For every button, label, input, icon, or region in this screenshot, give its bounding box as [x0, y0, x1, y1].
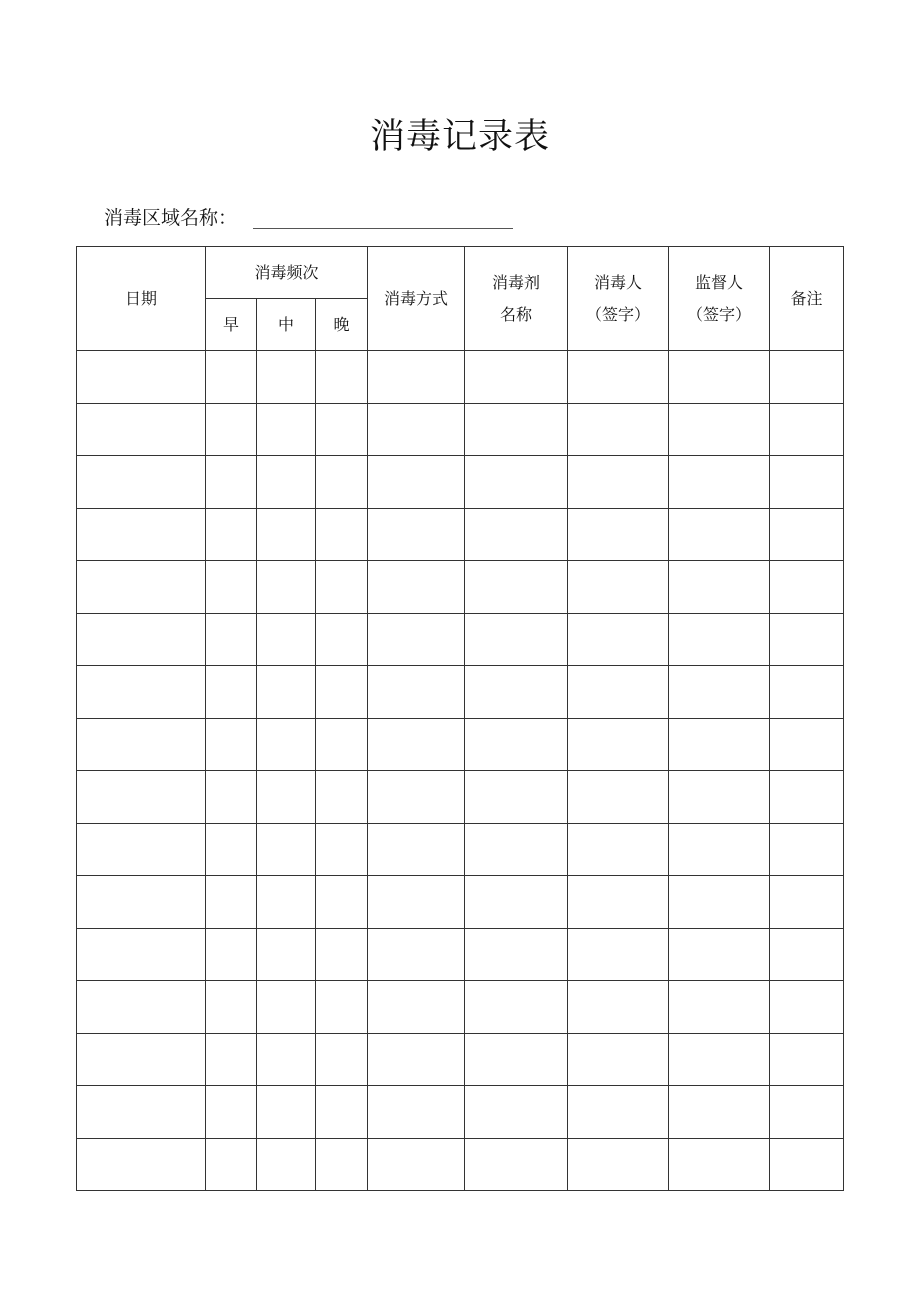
noon-cell[interactable] [257, 771, 316, 824]
method-cell[interactable] [368, 666, 465, 719]
remarks-cell[interactable] [770, 1033, 844, 1086]
date-cell[interactable] [77, 456, 206, 509]
disinfector-signature-cell[interactable] [568, 403, 669, 456]
evening-cell[interactable] [316, 508, 368, 561]
evening-cell[interactable] [316, 613, 368, 666]
table-row [77, 351, 844, 404]
date-cell[interactable] [77, 981, 206, 1034]
noon-cell[interactable] [257, 666, 316, 719]
area-name-row [104, 200, 513, 232]
disinfector-signature-cell[interactable] [568, 823, 669, 876]
method-cell[interactable] [368, 403, 465, 456]
date-header: 日期 [77, 247, 206, 351]
remarks-header: 备注 [770, 247, 844, 351]
table-row [77, 508, 844, 561]
frequency-morning-header: 早 [206, 299, 257, 351]
agent-name-cell[interactable] [465, 771, 568, 824]
noon-cell[interactable] [257, 456, 316, 509]
method-cell[interactable] [368, 1138, 465, 1191]
method-cell[interactable] [368, 561, 465, 614]
frequency-header: 消毒频次 [206, 247, 368, 299]
supervisor-header-line2: （签字） [686, 304, 751, 324]
area-name-field[interactable] [253, 204, 513, 229]
date-cell[interactable] [77, 613, 206, 666]
morning-cell[interactable] [206, 351, 257, 404]
method-cell[interactable] [368, 456, 465, 509]
date-cell[interactable] [77, 1086, 206, 1139]
disinfector-header-line1: 消毒人 [593, 272, 642, 292]
disinfector-signature-cell[interactable] [568, 876, 669, 929]
noon-cell[interactable] [257, 928, 316, 981]
remarks-cell[interactable] [770, 876, 844, 929]
evening-cell[interactable] [316, 771, 368, 824]
noon-cell[interactable] [257, 718, 316, 771]
method-cell[interactable] [368, 613, 465, 666]
evening-cell[interactable] [316, 718, 368, 771]
supervisor-signature-cell[interactable] [669, 1086, 770, 1139]
table-row [77, 718, 844, 771]
morning-cell[interactable] [206, 876, 257, 929]
method-cell[interactable] [368, 981, 465, 1034]
disinfection-record-table [76, 246, 844, 1191]
morning-cell[interactable] [206, 771, 257, 824]
evening-cell[interactable] [316, 456, 368, 509]
evening-cell[interactable] [316, 823, 368, 876]
table-row [77, 1033, 844, 1086]
agent-header-line1: 消毒剂 [491, 272, 540, 292]
agent-name-cell[interactable] [465, 718, 568, 771]
supervisor-signature-cell[interactable] [669, 351, 770, 404]
agent-name-cell[interactable] [465, 1138, 568, 1191]
disinfector-signature-cell[interactable] [568, 1138, 669, 1191]
noon-cell[interactable] [257, 876, 316, 929]
table-row [77, 1086, 844, 1139]
date-cell[interactable] [77, 351, 206, 404]
method-cell[interactable] [368, 351, 465, 404]
method-cell[interactable] [368, 718, 465, 771]
supervisor-header-line1: 监督人 [694, 272, 743, 292]
morning-cell[interactable] [206, 981, 257, 1034]
morning-cell[interactable] [206, 928, 257, 981]
supervisor-signature-cell[interactable] [669, 928, 770, 981]
morning-cell[interactable] [206, 613, 257, 666]
supervisor-signature-cell[interactable] [669, 666, 770, 719]
noon-cell[interactable] [257, 1033, 316, 1086]
evening-cell[interactable] [316, 1138, 368, 1191]
agent-name-cell[interactable] [465, 981, 568, 1034]
page-title: 消毒记录表 [369, 117, 550, 157]
supervisor-signature-cell[interactable] [669, 561, 770, 614]
method-cell[interactable] [368, 771, 465, 824]
disinfector-header [568, 247, 669, 351]
date-cell[interactable] [77, 666, 206, 719]
table-row [77, 876, 844, 929]
disinfector-signature-cell[interactable] [568, 613, 669, 666]
agent-name-cell[interactable] [465, 561, 568, 614]
disinfector-signature-cell[interactable] [568, 771, 669, 824]
agent-name-cell[interactable] [465, 1086, 568, 1139]
supervisor-signature-cell[interactable] [669, 1033, 770, 1086]
morning-cell[interactable] [206, 561, 257, 614]
agent-name-cell[interactable] [465, 403, 568, 456]
method-cell[interactable] [368, 1033, 465, 1086]
supervisor-header [669, 247, 770, 351]
method-cell[interactable] [368, 1086, 465, 1139]
evening-cell[interactable] [316, 876, 368, 929]
morning-cell[interactable] [206, 666, 257, 719]
morning-cell[interactable] [206, 508, 257, 561]
date-cell[interactable] [77, 403, 206, 456]
remarks-cell[interactable] [770, 403, 844, 456]
frequency-evening-header: 晚 [316, 299, 368, 351]
remarks-cell[interactable] [770, 981, 844, 1034]
table-row [77, 403, 844, 456]
morning-cell[interactable] [206, 1086, 257, 1139]
supervisor-signature-cell[interactable] [669, 456, 770, 509]
morning-cell[interactable] [206, 718, 257, 771]
noon-cell[interactable] [257, 1086, 316, 1139]
date-cell[interactable] [77, 823, 206, 876]
noon-cell[interactable] [257, 1138, 316, 1191]
date-cell[interactable] [77, 561, 206, 614]
method-cell[interactable] [368, 823, 465, 876]
supervisor-signature-cell[interactable] [669, 771, 770, 824]
date-cell[interactable] [77, 876, 206, 929]
morning-cell[interactable] [206, 403, 257, 456]
date-cell[interactable] [77, 508, 206, 561]
noon-cell[interactable] [257, 403, 316, 456]
evening-cell[interactable] [316, 561, 368, 614]
supervisor-signature-cell[interactable] [669, 823, 770, 876]
disinfector-signature-cell[interactable] [568, 928, 669, 981]
evening-cell[interactable] [316, 351, 368, 404]
noon-cell[interactable] [257, 613, 316, 666]
supervisor-signature-cell[interactable] [669, 876, 770, 929]
agent-header-line2: 名称 [499, 304, 532, 324]
method-header: 消毒方式 [368, 247, 465, 351]
evening-cell[interactable] [316, 403, 368, 456]
date-cell[interactable] [77, 1033, 206, 1086]
remarks-cell[interactable] [770, 561, 844, 614]
disinfector-signature-cell[interactable] [568, 561, 669, 614]
agent-name-cell[interactable] [465, 456, 568, 509]
table-row [77, 771, 844, 824]
disinfector-signature-cell[interactable] [568, 1033, 669, 1086]
table-row [77, 823, 844, 876]
date-cell[interactable] [77, 718, 206, 771]
remarks-cell[interactable] [770, 508, 844, 561]
noon-cell[interactable] [257, 351, 316, 404]
date-cell[interactable] [77, 928, 206, 981]
disinfector-signature-cell[interactable] [568, 1086, 669, 1139]
evening-cell[interactable] [316, 666, 368, 719]
disinfector-signature-cell[interactable] [568, 718, 669, 771]
morning-cell[interactable] [206, 823, 257, 876]
supervisor-signature-cell[interactable] [669, 613, 770, 666]
table-row [77, 981, 844, 1034]
record-body [77, 351, 844, 1191]
table-row [77, 613, 844, 666]
morning-cell[interactable] [206, 1033, 257, 1086]
table-row [77, 1138, 844, 1191]
agent-name-cell[interactable] [465, 508, 568, 561]
disinfector-signature-cell[interactable] [568, 351, 669, 404]
remarks-cell[interactable] [770, 1086, 844, 1139]
remarks-cell[interactable] [770, 718, 844, 771]
remarks-cell[interactable] [770, 928, 844, 981]
header-row-top [77, 247, 844, 299]
agent-name-cell[interactable] [465, 928, 568, 981]
evening-cell[interactable] [316, 1033, 368, 1086]
agent-name-cell[interactable] [465, 351, 568, 404]
remarks-cell[interactable] [770, 613, 844, 666]
evening-cell[interactable] [316, 1086, 368, 1139]
noon-cell[interactable] [257, 561, 316, 614]
date-cell[interactable] [77, 771, 206, 824]
remarks-cell[interactable] [770, 1138, 844, 1191]
noon-cell[interactable] [257, 981, 316, 1034]
method-cell[interactable] [368, 928, 465, 981]
disinfector-signature-cell[interactable] [568, 981, 669, 1034]
table-row [77, 928, 844, 981]
agent-name-cell[interactable] [465, 1033, 568, 1086]
method-cell[interactable] [368, 508, 465, 561]
remarks-cell[interactable] [770, 823, 844, 876]
noon-cell[interactable] [257, 508, 316, 561]
supervisor-signature-cell[interactable] [669, 508, 770, 561]
date-cell[interactable] [77, 1138, 206, 1191]
disinfector-signature-cell[interactable] [568, 666, 669, 719]
agent-name-cell[interactable] [465, 666, 568, 719]
disinfector-header-line2: （签字） [585, 304, 650, 324]
agent-name-cell[interactable] [465, 823, 568, 876]
supervisor-signature-cell[interactable] [669, 403, 770, 456]
method-cell[interactable] [368, 876, 465, 929]
supervisor-signature-cell[interactable] [669, 718, 770, 771]
remarks-cell[interactable] [770, 771, 844, 824]
evening-cell[interactable] [316, 928, 368, 981]
agent-name-header [465, 247, 568, 351]
remarks-cell[interactable] [770, 456, 844, 509]
area-name-label: 消毒区域名称： [104, 206, 238, 229]
agent-name-cell[interactable] [465, 876, 568, 929]
supervisor-signature-cell[interactable] [669, 1138, 770, 1191]
noon-cell[interactable] [257, 823, 316, 876]
remarks-cell[interactable] [770, 666, 844, 719]
frequency-noon-header: 中 [257, 299, 316, 351]
supervisor-signature-cell[interactable] [669, 981, 770, 1034]
remarks-cell[interactable] [770, 351, 844, 404]
table-row [77, 456, 844, 509]
morning-cell[interactable] [206, 456, 257, 509]
disinfector-signature-cell[interactable] [568, 456, 669, 509]
disinfector-signature-cell[interactable] [568, 508, 669, 561]
table-row [77, 666, 844, 719]
agent-name-cell[interactable] [465, 613, 568, 666]
evening-cell[interactable] [316, 981, 368, 1034]
morning-cell[interactable] [206, 1138, 257, 1191]
table-row [77, 561, 844, 614]
